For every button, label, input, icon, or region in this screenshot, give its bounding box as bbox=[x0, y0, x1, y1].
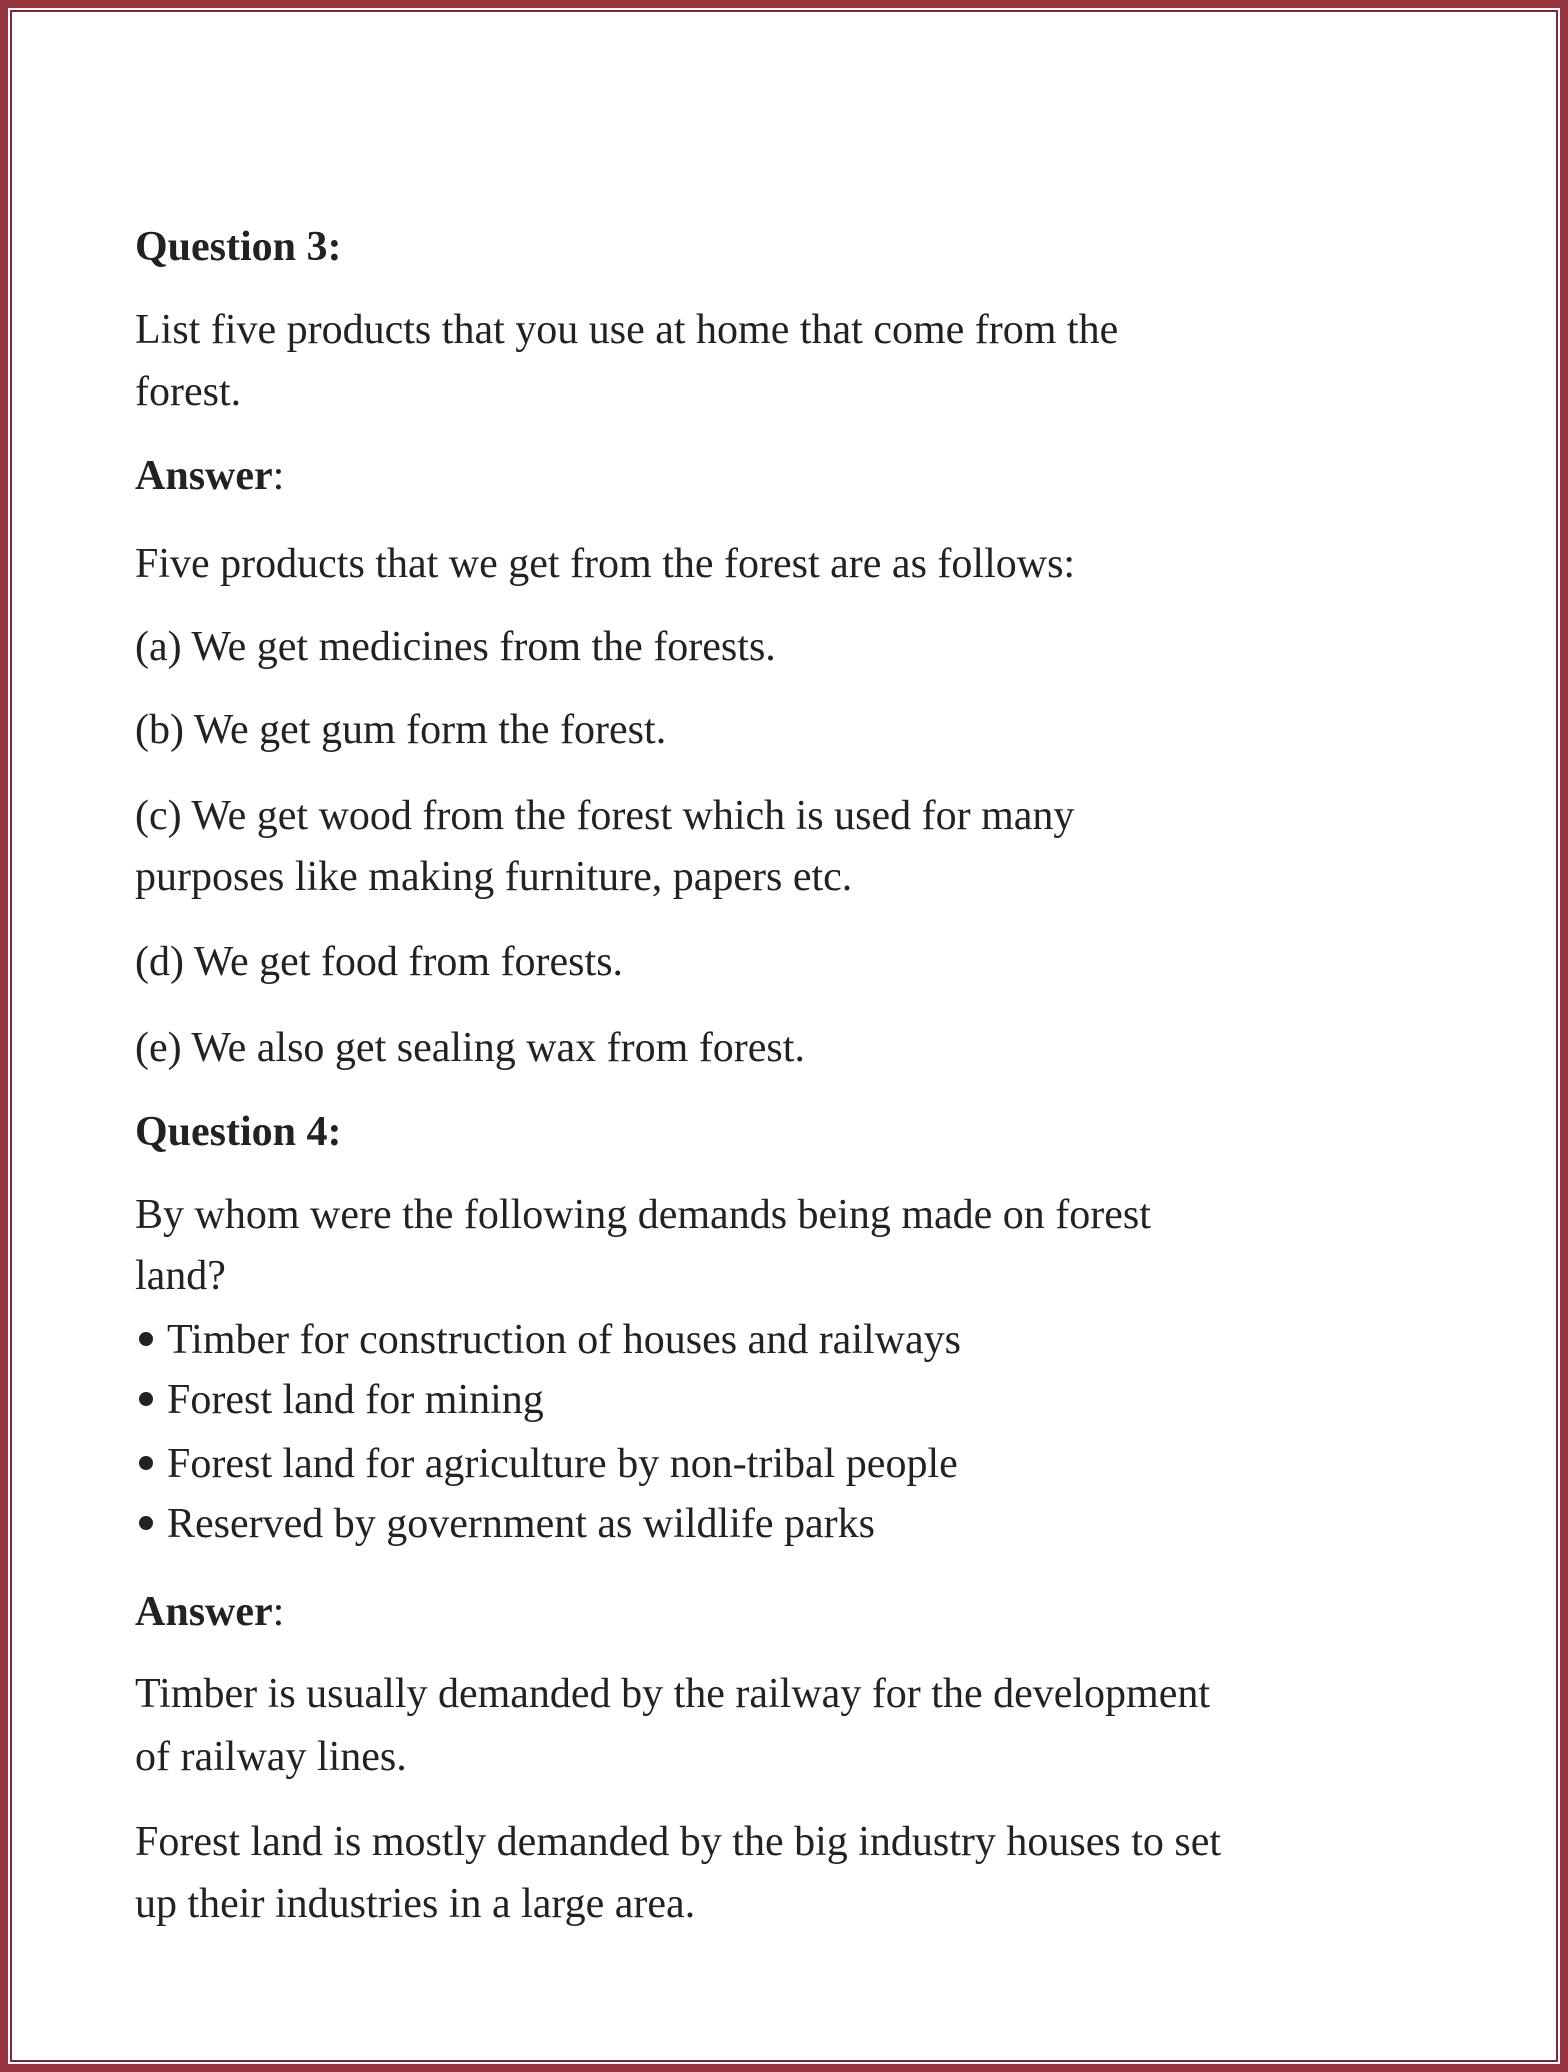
answer-label: Answer bbox=[135, 1589, 273, 1635]
answer-4-label bbox=[135, 1581, 284, 1643]
answer-colon: : bbox=[272, 453, 285, 499]
answer-3-item: (b) We get gum form the forest. bbox=[135, 707, 667, 753]
bullet-item bbox=[135, 1309, 961, 1371]
bullet-text: Forest land for mining bbox=[167, 1377, 544, 1423]
bullet-icon bbox=[139, 1456, 153, 1470]
answer-4-line: Timber is usually demanded by the railway for the development bbox=[135, 1671, 1211, 1717]
answer-4-line: of railway lines. bbox=[135, 1734, 407, 1780]
answer-label: Answer bbox=[135, 453, 273, 499]
answer-3-intro: Five products that we get from the forest are as follows: bbox=[135, 541, 1076, 587]
question-3-text-line: forest. bbox=[135, 369, 242, 415]
question-3-text-line: List five products that you use at home that come from the bbox=[135, 307, 1119, 353]
question-4-heading: Question 4: bbox=[135, 1109, 342, 1155]
answer-4-line: up their industries in a large area. bbox=[135, 1881, 696, 1927]
bullet-icon bbox=[139, 1516, 153, 1530]
answer-3-item: (a) We get medicines from the forests. bbox=[135, 624, 776, 670]
bullet-item bbox=[135, 1369, 544, 1431]
answer-3-item: (e) We also get sealing wax from forest. bbox=[135, 1025, 805, 1071]
answer-colon: : bbox=[272, 1589, 285, 1635]
answer-3-label bbox=[135, 445, 284, 507]
question-4-text-line: land? bbox=[135, 1253, 226, 1299]
answer-3-item: purposes like making furniture, papers etc. bbox=[135, 854, 853, 900]
bullet-text: Forest land for agriculture by non-tribal people bbox=[167, 1441, 958, 1487]
bullet-icon bbox=[139, 1392, 153, 1406]
answer-3-item: (c) We get wood from the forest which is used for many bbox=[135, 793, 1075, 839]
bullet-text: Timber for construction of houses and railways bbox=[167, 1317, 961, 1363]
bullet-text: Reserved by government as wildlife parks bbox=[167, 1501, 875, 1547]
question-3-heading: Question 3: bbox=[135, 224, 342, 270]
question-4-text-line: By whom were the following demands being made on forest bbox=[135, 1192, 1151, 1238]
bullet-item bbox=[135, 1493, 875, 1555]
bullet-icon bbox=[139, 1332, 153, 1346]
answer-3-item: (d) We get food from forests. bbox=[135, 939, 624, 985]
bullet-item bbox=[135, 1433, 958, 1495]
answer-4-line: Forest land is mostly demanded by the big industry houses to set bbox=[135, 1819, 1222, 1865]
